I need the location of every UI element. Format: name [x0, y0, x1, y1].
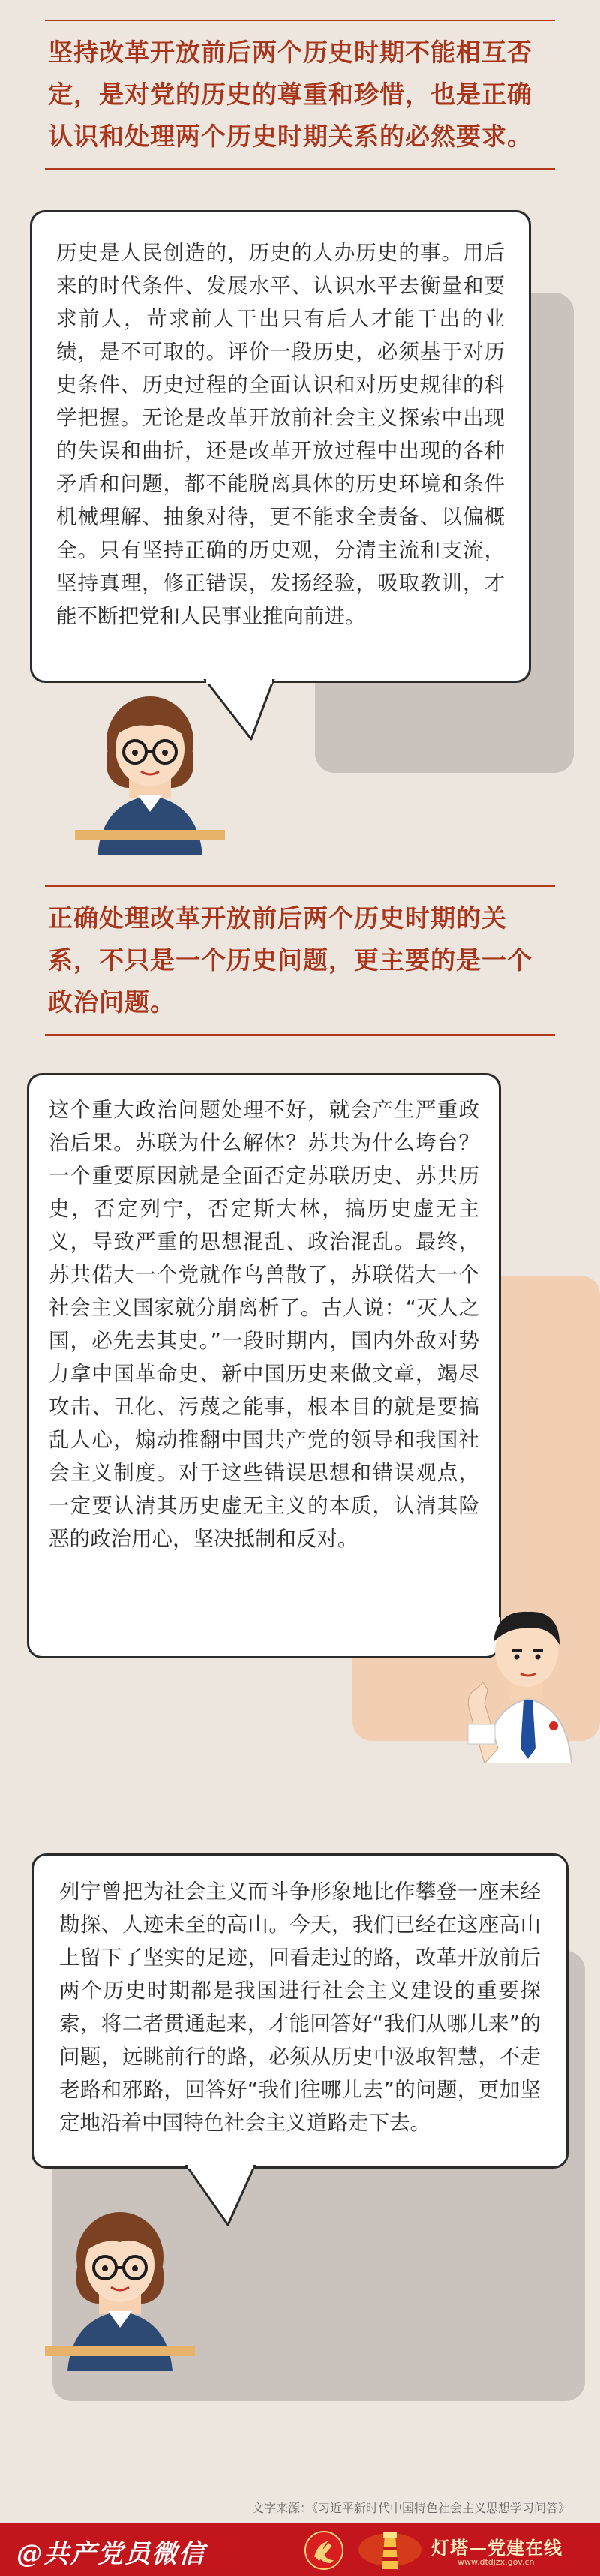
section3-body: 列宁曾把为社会主义而斗争形象地比作攀登一座未经勘探、人迹未至的高山。今天，我们已经在这座高山上留下了坚实的足迹，回看走过的路，改革开放前后两个历史时期都是我国进行社会主义建设的重要探索，将二者贯通起来，才能回答好“我们从哪儿来”的问题，远眺前行的路，必须从历史中汲取智慧，不走老路和邪路，回答好“我们往哪儿去”的问题，更加坚定地沿着中国特色社会主义道路走下去。 [59, 1880, 541, 2135]
footer-brand-right[interactable]: 灯塔—党建在线 [431, 2538, 562, 2559]
man-pointing-icon [450, 1598, 600, 1763]
section1-heading [45, 20, 555, 170]
section1-heading-text: 坚持改革开放前后两个历史时期不能相互否定，是对党的历史的尊重和珍惜，也是正确认识和处理两个历史时期关系的必然要求。 [48, 38, 532, 151]
section2-heading-text: 正确处理改革开放前后两个历史时期的关系，不只是一个历史问题，更主要的是一个政治问题。 [48, 903, 532, 1017]
section1-body: 历史是人民创造的，历史的人办历史的事。用后来的时代条件、发展水平、认识水平去衡量和要求前人，苛求前人干出只有后人才能干出的业绩，是不可取的。评价一段历史，必须基于对历史条件、历史过程的全面认识和对历史规律的科学把握。无论是改革开放前社会主义探索中出现的失误和曲折，还是改革开放过程中出现的各种矛盾和问题，都不能脱离具体的历史环境和条件机械理解、抽象对待，更不能求全责备、以偏概全。只有坚持正确的历史观，分清主流和支流，坚持真理，修正错误，发扬经验，吸取教训，才能不断把党和人民事业推向前进。 [56, 241, 505, 628]
teacher-woman-icon [45, 2199, 195, 2371]
teacher-woman-icon [75, 683, 225, 855]
heading-rule-bottom [45, 168, 555, 170]
source-citation: 文字来源：《习近平新时代中国特色社会主义思想学习问答》 [251, 2501, 570, 2515]
section1-bubble [30, 210, 531, 683]
footer-brand-left[interactable]: @共产党员微信 [16, 2539, 206, 2569]
footer-site-url[interactable]: www.dtdjzx.gov.cn [458, 2557, 535, 2567]
party-emblem-icon [304, 2530, 344, 2571]
section3-bubble [32, 1853, 568, 2169]
section2-bubble [27, 1073, 501, 1658]
section2-heading [45, 885, 555, 1036]
lighthouse-icon [356, 2527, 424, 2572]
section2-body: 这个重大政治问题处理不好，就会产生严重政治后果。苏联为什么解体？苏共为什么垮台？一个重要原因就是全面否定苏联历史、苏共历史，否定列宁，否定斯大林，搞历史虚无主义，导致严重的思想混乱、政治混乱。最终，苏共偌大一个党就作鸟兽散了，苏联偌大一个社会主义国家就分崩离析了。古人说：“灭人之国，必先去其史。”一段时期内，国内外敌对势力拿中国革命史、新中国历史来做文章，竭尽攻击、丑化、污蔑之能事，根本目的就是要搞乱人心，煽动推翻中国共产党的领导和我国社会主义制度。对于这些错误思想和错误观点，一定要认清其历史虚无主义的本质，认清其险恶的政治用心，坚决抵制和反对。 [49, 1098, 479, 1551]
heading-rule-bottom [45, 1034, 555, 1036]
footer-banner [0, 2523, 600, 2576]
